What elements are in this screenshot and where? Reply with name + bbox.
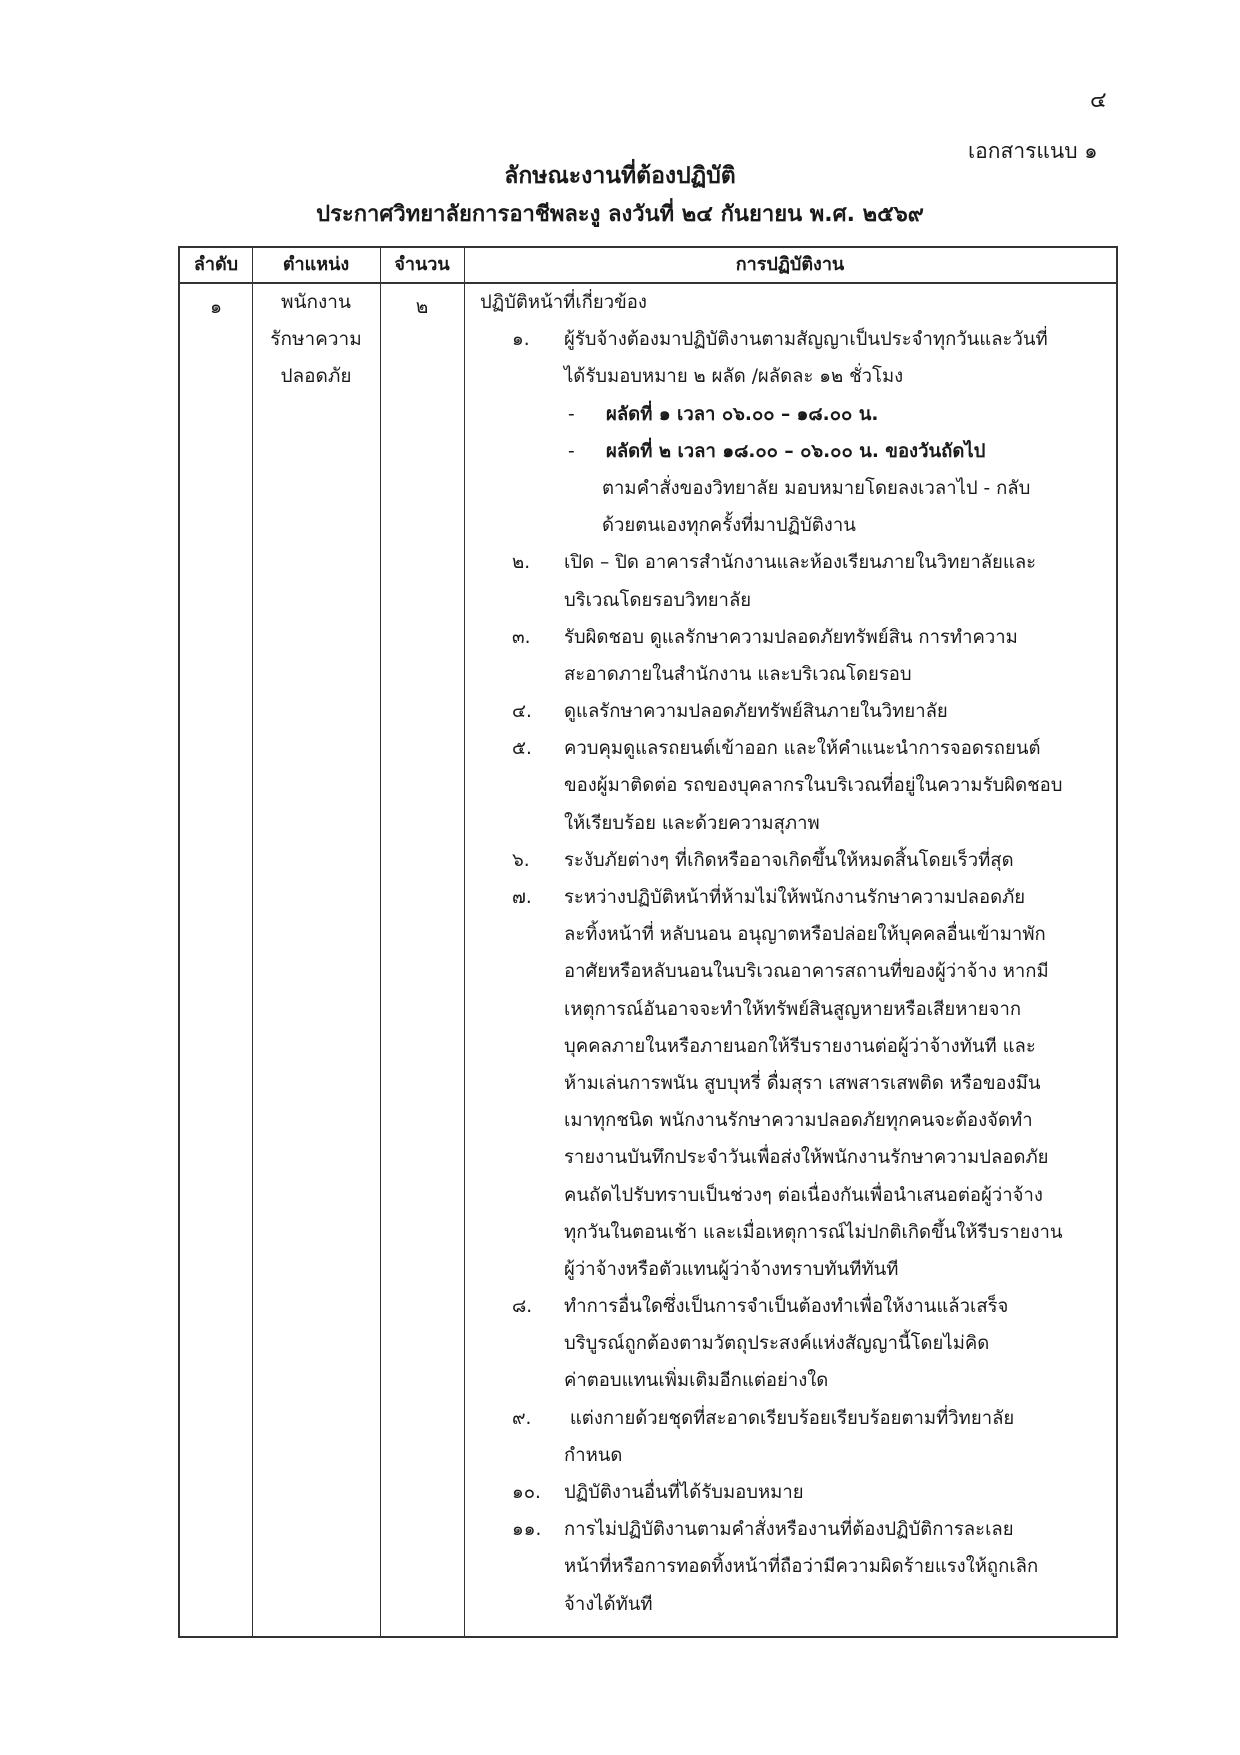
shift-text: ผลัดที่ ๒ เวลา ๑๘.๐๐ – ๐๖.๐๐ น. ของวันถัดไป <box>606 440 986 462</box>
duty-continuation: ห้ามเล่นการพนัน สูบบุหรี่ ดื่มสุรา เสพสารเสพติด หรือของมึน <box>564 1072 1041 1094</box>
header-order: ลำดับ <box>193 254 239 275</box>
duty-continuation: บุคคลภายในหรือภายนอกให้รีบรายงานต่อผู้ว่าจ้างทันที และ <box>564 1035 1036 1057</box>
duty-continuation: เหตุการณ์อันอาจจะทำให้ทรัพย์สินสูญหายหรือเสียหายจาก <box>564 998 1022 1020</box>
duty-item <box>480 619 1112 656</box>
duty-continuation: ของผู้มาติดต่อ รถของบุคลากรในบริเวณที่อยู่ในความรับผิดชอบ <box>564 775 1063 797</box>
shift-text: ผลัดที่ ๑ เวลา ๐๖.๐๐ – ๑๘.๐๐ น. <box>606 403 879 425</box>
position-line: ปลอดภัย <box>280 365 352 387</box>
duty-item <box>480 544 1112 581</box>
duty-continuation: หน้าที่หรือการทอดทิ้งหน้าที่ถือว่ามีความผิดร้ายแรงให้ถูกเลิก <box>564 1556 1039 1578</box>
row-count: ๒ <box>415 296 429 318</box>
duty-item <box>480 1511 1112 1548</box>
position-line: รักษาความ <box>270 328 362 350</box>
shift-note-line: ด้วยตนเองทุกครั้งที่มาปฏิบัติงาน <box>602 515 856 537</box>
duty-number: ๔. <box>512 701 532 723</box>
duty-item <box>480 1400 1112 1437</box>
duty-number: ๙. <box>512 1407 532 1429</box>
row-number: ๑ <box>209 296 223 318</box>
header-position: ตำแหน่ง <box>282 254 350 275</box>
duty-continuation: บริบูรณ์ถูกต้องตามวัตถุประสงค์แห่งสัญญานี้โดยไม่คิด <box>564 1333 990 1355</box>
page-number: ๔ <box>1090 88 1107 113</box>
duty-text: ระงับภัยต่างๆ ที่เกิดหรืออาจเกิดขึ้นให้หมดสิ้นโดยเร็วที่สุด <box>564 849 1014 871</box>
duties-table <box>178 246 1118 1638</box>
duty-number: ๘. <box>512 1296 533 1318</box>
duty-continuation: ละทิ้งหน้าที่ หลับนอน อนุญาตหรือปล่อยให้บุคคลอื่นเข้ามาพัก <box>564 924 1046 946</box>
duty-continuation: ค่าตอบแทนเพิ่มเติมอีกแต่อย่างใด <box>564 1370 829 1392</box>
position-line: พนักงาน <box>281 291 351 313</box>
duties-list <box>480 284 1112 1623</box>
duty-item <box>480 842 1112 879</box>
duty-number: ๒. <box>512 552 531 574</box>
duty-number: ๓. <box>512 626 531 648</box>
duty-number: ๑. <box>512 329 530 351</box>
duty-item <box>480 879 1112 916</box>
header-count: จำนวน <box>394 254 450 275</box>
duty-continuation: อาศัยหรือหลับนอนในบริเวณอาคารสถานที่ของผู้ว่าจ้าง หากมี <box>564 961 1049 983</box>
duty-continuation: ได้รับมอบหมาย ๒ ผลัด /ผลัดละ ๑๒ ชั่วโมง <box>564 366 904 388</box>
duty-number: ๕. <box>512 738 532 760</box>
duty-number: ๑๑. <box>512 1519 542 1541</box>
shift-item <box>480 396 1112 433</box>
dash-marker: - <box>568 440 575 462</box>
duty-item <box>480 1474 1112 1511</box>
duty-number: ๖. <box>512 849 530 871</box>
duty-continuation: สะอาดภายในสำนักงาน และบริเวณโดยรอบ <box>564 663 912 685</box>
duty-item <box>480 321 1112 358</box>
duty-continuation: กำหนด <box>564 1444 623 1466</box>
column-divider <box>380 248 381 1636</box>
duty-text: ปฏิบัติงานอื่นที่ได้รับมอบหมาย <box>564 1482 804 1503</box>
duty-continuation: จ้างได้ทันที <box>564 1593 653 1615</box>
document-title: ลักษณะงานที่ต้องปฏิบัติ <box>504 163 736 189</box>
duty-item <box>480 693 1112 730</box>
duty-continuation: ทุกวันในตอนเช้า และเมื่อเหตุการณ์ไม่ปกติเกิดขึ้นให้รีบรายงาน <box>564 1221 1063 1243</box>
duty-item <box>480 730 1112 767</box>
duty-number: ๑๐. <box>512 1482 541 1503</box>
duty-text: ทำการอื่นใดซึ่งเป็นการจำเป็นต้องทำเพื่อให้งานแล้วเสร็จ <box>564 1296 1009 1318</box>
attachment-label: เอกสารแนบ ๑ <box>968 139 1098 163</box>
duty-continuation: บริเวณโดยรอบวิทยาลัย <box>564 589 752 611</box>
header-duties: การปฏิบัติงาน <box>735 254 845 275</box>
dash-marker: - <box>568 403 575 425</box>
duty-text: แต่งกายด้วยชุดที่สะอาดเรียบร้อยเรียบร้อยตามที่วิทยาลัย <box>564 1407 1015 1429</box>
row-position <box>252 284 380 395</box>
duty-continuation: ให้เรียบร้อย และด้วยความสุภาพ <box>564 812 820 834</box>
duties-lead: ปฏิบัติหน้าที่เกี่ยวข้อง <box>480 292 647 313</box>
duty-continuation: คนถัดไปรับทราบเป็นช่วงๆ ต่อเนื่องกันเพื่อนำเสนอต่อผู้ว่าจ้าง <box>564 1184 1043 1206</box>
duty-text: รับผิดชอบ ดูแลรักษาความปลอดภัยทรัพย์สิน การทำความ <box>564 626 1018 648</box>
duty-number: ๗. <box>512 887 532 908</box>
duty-text: ระหว่างปฏิบัติหน้าที่ห้ามไม่ให้พนักงานรักษาความปลอดภัย <box>564 887 1026 908</box>
duty-text: ควบคุมดูแลรถยนต์เข้าออก และให้คำแนะนำการจอดรถยนต์ <box>564 738 1041 760</box>
column-divider <box>252 248 253 1636</box>
column-divider <box>464 248 465 1636</box>
duty-text: เปิด – ปิด อาคารสำนักงานและห้องเรียนภายในวิทยาลัยและ <box>564 552 1037 574</box>
duty-continuation: ผู้ว่าจ้างหรือตัวแทนผู้ว่าจ้างทราบทันทีทันที <box>564 1258 899 1280</box>
duty-text: ดูแลรักษาความปลอดภัยทรัพย์สินภายในวิทยาลัย <box>564 701 948 723</box>
duty-text: การไม่ปฏิบัติงานตามคำสั่งหรืองานที่ต้องปฏิบัติการละเลย <box>564 1519 1014 1541</box>
duty-continuation: รายงานบันทึกประจำวันเพื่อส่งให้พนักงานรักษาความปลอดภัย <box>564 1147 1049 1169</box>
document-subtitle: ประกาศวิทยาลัยการอาชีพละงู ลงวันที่ ๒๔ กันยายน พ.ศ. ๒๕๖๙ <box>316 202 924 227</box>
duty-continuation: เมาทุกชนิด พนักงานรักษาความปลอดภัยทุกคนจะต้องจัดทำ <box>564 1110 1033 1132</box>
duty-text: ผู้รับจ้างต้องมาปฏิบัติงานตามสัญญาเป็นประจำทุกวันและวันที่ <box>564 329 1048 351</box>
shift-item <box>480 433 1112 470</box>
shift-note-line: ตามคำสั่งของวิทยาลัย มอบหมายโดยลงเวลาไป - กลับ <box>602 477 1031 499</box>
duty-item <box>480 1288 1112 1325</box>
